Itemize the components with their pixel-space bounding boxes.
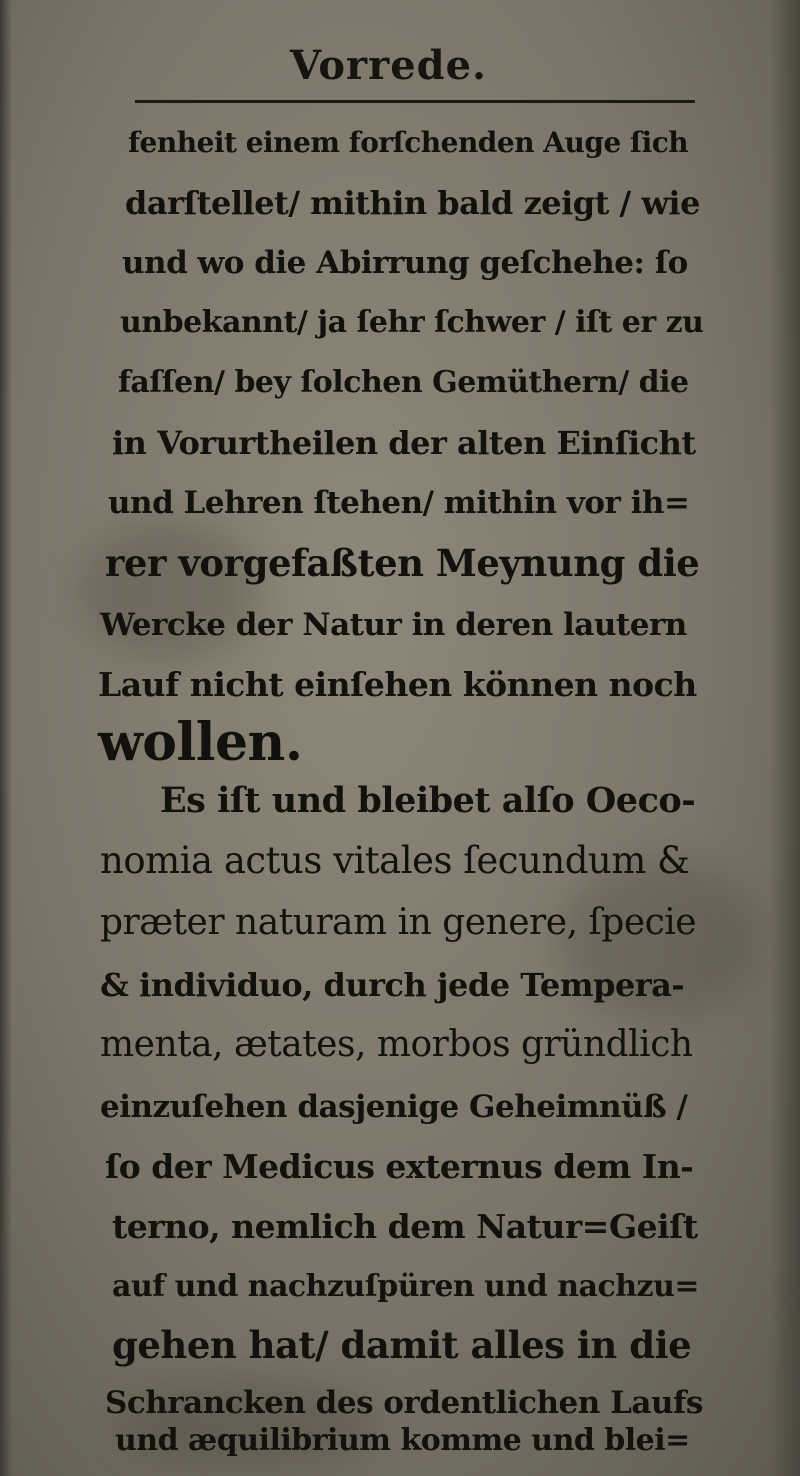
text-line: auf und nachzuſpüren und nachzu= xyxy=(112,1269,700,1304)
text-line: rer vorgefaßten Meynung die xyxy=(105,541,700,585)
text-line: nomia actus vitales ſecundum & xyxy=(100,839,690,882)
text-line: einzuſehen dasjenige Geheimnüß / xyxy=(100,1089,688,1125)
text-line: ſo der Medicus externus dem In- xyxy=(105,1147,694,1186)
header-rule xyxy=(135,100,695,103)
text-line: und æquilibrium komme und blei= xyxy=(115,1423,690,1458)
text-line: darſtellet/ mithin bald zeigt / wie xyxy=(125,184,700,222)
page-edge-left xyxy=(0,0,12,1476)
text-line: gehen hat/ damit alles in die xyxy=(112,1323,692,1367)
text-line: Es iſt und bleibet alſo Oeco- xyxy=(160,780,696,821)
text-line: menta, ætates, morbos gründlich xyxy=(100,1024,693,1065)
text-line: und Lehren ſtehen/ mithin vor ih= xyxy=(108,485,690,521)
text-line: Schrancken des ordentlichen Laufs xyxy=(105,1385,703,1421)
text-line: Wercke der Natur in deren lautern xyxy=(100,607,687,643)
text-line: wollen. xyxy=(98,712,303,773)
text-line: unbekannt/ ja ſehr ſchwer / iſt er zu xyxy=(120,305,704,340)
text-line: præter naturam in genere, ſpecie xyxy=(100,902,697,943)
text-line: faſſen/ bey ſolchen Gemüthern/ die xyxy=(118,365,689,400)
text-line: in Vorurtheilen der alten Einſicht xyxy=(112,424,696,462)
text-line: fenheit einem forſchenden Auge ſich xyxy=(128,126,689,159)
text-line: und wo die Abirrung geſchehe: ſo xyxy=(122,245,688,281)
running-header: Vorrede. xyxy=(290,42,487,89)
page-edge-right xyxy=(770,0,800,1476)
text-line: Lauf nicht einſehen können noch xyxy=(98,665,697,704)
text-line: & individuo, durch jede Tempera- xyxy=(100,966,685,1004)
text-line: terno, nemlich dem Natur=Geiſt xyxy=(112,1207,698,1246)
